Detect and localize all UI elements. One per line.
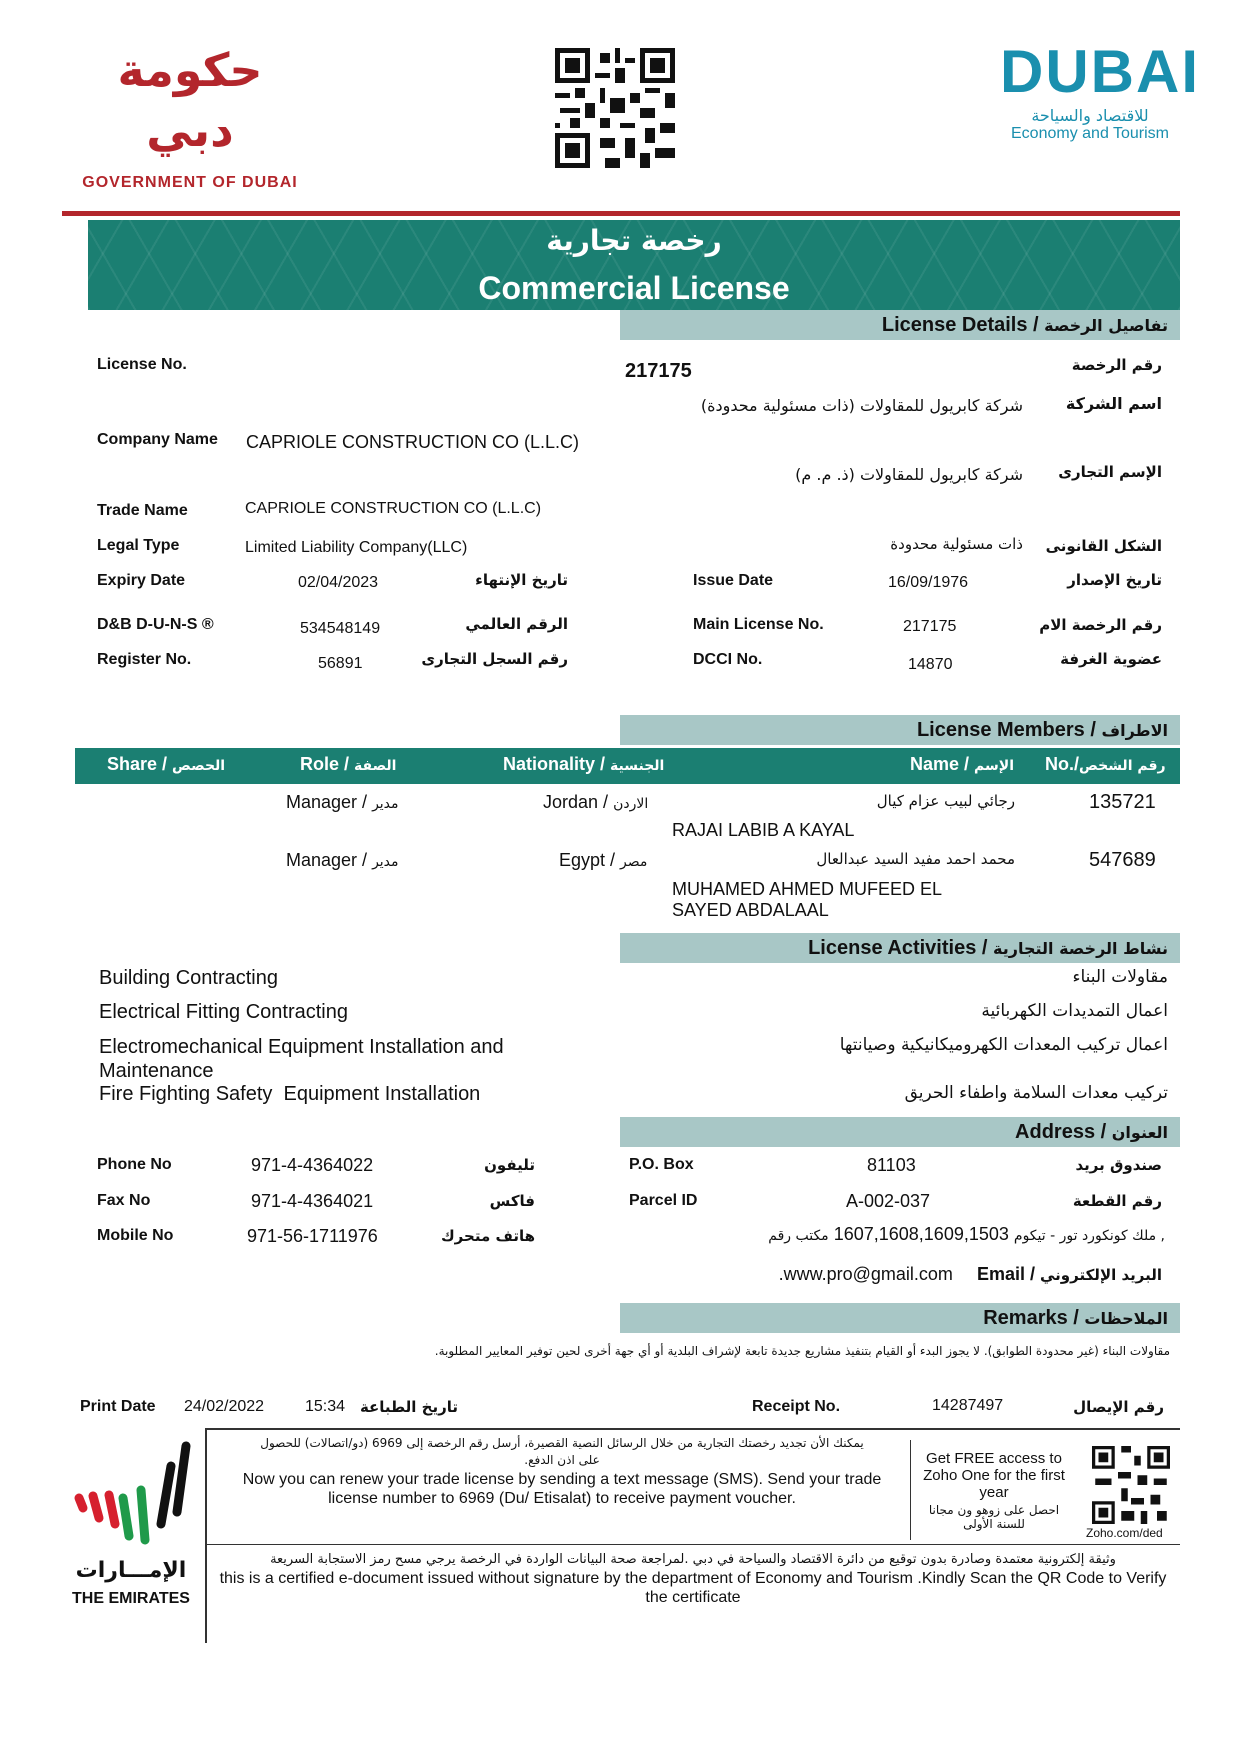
company-name-label: Company Name (97, 431, 218, 448)
certificate-notice-en: this is a certified e-document issued without signature by the department of Economy and Tourism .Kindly Scan the QR Code to Verify the certificate (219, 1570, 1167, 1606)
footer-vertical-divider (205, 1428, 207, 1643)
legal-type-value: Limited Liability Company(LLC) (245, 539, 468, 556)
sms-notice (216, 1436, 908, 1508)
duns-label: D&B D-U-N-S ® (97, 616, 214, 633)
member-no: 547689 (1089, 849, 1156, 871)
license-members-title-ar: الاطراف (1101, 721, 1168, 740)
register-no-label-ar: رقم السجل التجارى (421, 650, 568, 668)
license-activities-title: License Activities (808, 937, 977, 959)
parcel-value: A-002-037 (846, 1191, 931, 1211)
company-name-label-ar: اسم الشركة (1065, 394, 1162, 413)
member-nationality: Jordan / الاردن (543, 792, 649, 812)
duns-value: 534548149 (300, 620, 381, 637)
company-name-value: CAPRIOLE CONSTRUCTION CO (L.L.C) (246, 432, 580, 452)
col-name: Name / الإسم (910, 754, 1015, 774)
po-box-value: 81103 (867, 1155, 916, 1175)
economy-english: Economy and Tourism (1011, 125, 1169, 142)
dubai-economy-logo (1000, 38, 1200, 160)
print-time-value: 15:34 (305, 1398, 346, 1415)
member-name-ar: رجائي لبيب عزام كيال (876, 792, 1015, 810)
col-share: Share / الحصص (107, 754, 226, 774)
expiry-date-value: 02/04/2023 (298, 574, 379, 591)
trade-name-value: CAPRIOLE CONSTRUCTION CO (L.L.C) (245, 500, 542, 517)
zoho-url[interactable]: Zoho.com/ded (1086, 1526, 1163, 1540)
main-license-label-ar: رقم الرخصة الام (1039, 616, 1162, 634)
certificate-notice-ar: وثيقة إلكترونية معتمدة وصادرة بدون توقيع من دائرة الاقتصاد والسياحة في دبي .لمراجعة صحة البيانات الواردة في الرخصة يرجي مسح رمز الاستجابة السريعة (270, 1552, 1116, 1567)
activity-en: Electromechanical Equipment Installation and Maintenance (99, 1036, 504, 1082)
trade-name-label: Trade Name (97, 502, 188, 519)
member-no: 135721 (1089, 791, 1156, 813)
activity-en: Fire Fighting Safety Equipment Installation (99, 1083, 481, 1105)
sms-notice-ar-2: على اذن الدفع. (524, 1453, 600, 1467)
issue-date-label-ar: تاريخ الإصدار (1067, 571, 1162, 589)
trade-name-label-ar: الإسم التجارى (1058, 463, 1162, 481)
issue-date-value: 16/09/1976 (888, 574, 969, 591)
parcel-label: Parcel ID (629, 1192, 698, 1209)
remarks-title-ar: الملاحظات (1084, 1309, 1168, 1328)
print-date-value: 24/02/2022 (184, 1398, 265, 1415)
duns-label-ar: الرقم العالمي (465, 615, 568, 633)
member-role: Manager / مدير (286, 850, 399, 870)
title-banner (88, 220, 1180, 310)
address-header: Address / العنوان (620, 1117, 1180, 1147)
legal-type-label-ar: الشكل القانونى (1045, 537, 1162, 555)
gov-logo-english: GOVERNMENT OF DUBAI (82, 174, 298, 191)
fax-label: Fax No (97, 1192, 151, 1209)
license-activities-title-ar: نشاط الرخصة التجارية (993, 939, 1168, 958)
zoho-promo-en-2: Zoho One for the first year (923, 1467, 1065, 1501)
activity-en: Building Contracting (99, 967, 278, 989)
po-box-label: P.O. Box (629, 1156, 694, 1173)
title-arabic: رخصة تجارية (546, 224, 722, 257)
legal-type-label: Legal Type (97, 537, 180, 554)
gov-logo-arabic: حكومة دبي (117, 43, 263, 157)
member-name-en: MUHAMED AHMED MUFEED EL SAYED ABDALAAL (672, 879, 942, 920)
legal-type-ar: ذات مسئولية محدودة (890, 535, 1023, 553)
gov-logo (75, 40, 305, 191)
main-license-label: Main License No. (693, 616, 824, 633)
license-details-title: License Details (881, 314, 1028, 336)
zoho-promo (914, 1450, 1074, 1531)
activity-en: Electrical Fitting Contracting (99, 1001, 348, 1023)
license-activities-header: License Activities / نشاط الرخصة التجارية (620, 933, 1180, 963)
license-details-title-ar: تفاصيل الرخصة (1044, 316, 1168, 335)
phone-label: Phone No (97, 1156, 172, 1173)
phone-value: 971-4-4364022 (251, 1155, 374, 1175)
mobile-value: 971-56-1711976 (247, 1226, 378, 1246)
dcci-no-value: 14870 (908, 656, 953, 673)
table-row (75, 846, 1180, 926)
remarks-text: مقاولات البناء (غير محدودة الطوابق). لا يجوز البدء أو القيام بتنفيذ مشاريع جديدة تابعة لإشراف البلدية أو أي جهة أخرى لحين توفير المعايير المطلوبة. (434, 1344, 1170, 1358)
email-row (779, 1264, 1162, 1285)
sms-zoho-divider (910, 1440, 911, 1540)
qr-code-icon (555, 48, 675, 168)
sms-notice-ar-1: يمكنك الأن تجديد رخصتك التجارية من خلال الرسائل النصية القصيرة، أرسل رقم الرخصة إلى 6969 (دو/اتصالات) للحصول (260, 1436, 864, 1450)
license-members-header: License Members / الاطراف (620, 715, 1180, 745)
sms-notice-en: Now you can renew your trade license by sending a text message (SMS). Send your trade license number to 6969 (Du/ Etisalat) to receive payment voucher. (242, 1471, 882, 1507)
print-date-label-ar: تاريخ الطباعة (359, 1398, 458, 1416)
license-members-title: License Members (916, 719, 1085, 741)
expiry-date-label: Expiry Date (97, 572, 186, 589)
member-name-en: RAJAI LABIB A KAYAL (672, 820, 855, 840)
red-divider (62, 211, 1180, 216)
cert-divider (206, 1544, 1180, 1545)
members-table-header (75, 748, 1180, 784)
license-details-header: License Details / تفاصيل الرخصة (620, 310, 1180, 340)
phone-label-ar: تليفون (484, 1156, 535, 1174)
zoho-qr-code-icon[interactable] (1092, 1446, 1170, 1524)
receipt-no-value: 14287497 (932, 1397, 1004, 1414)
issue-date-label: Issue Date (693, 572, 774, 589)
address-title-ar: العنوان (1111, 1123, 1168, 1142)
mobile-label-ar: هاتف متحرك (440, 1227, 535, 1245)
email-label-ar: البريد الإلكتروني (1040, 1266, 1162, 1284)
office-address (768, 1224, 1165, 1245)
emirates-logo (66, 1440, 201, 1620)
dcci-no-label-ar: عضوية الغرفة (1060, 650, 1162, 668)
company-name-ar: شركة كابريول للمقاولات (ذات مسئولية محدودة) (700, 396, 1023, 415)
office-label-ar: مكتب رقم , (768, 1228, 1165, 1244)
expiry-date-label-ar: تاريخ الإنتهاء (475, 571, 568, 589)
activity-ar: تركيب معدات السلامة واطفاء الحريق (904, 1083, 1168, 1103)
col-no: No./رقم الشخص (1045, 754, 1166, 774)
dubai-logo-text: DUBAI (1000, 38, 1200, 105)
col-role: Role / الصفة (300, 754, 397, 774)
license-no-label: License No. (97, 356, 187, 373)
emirates-bars-icon (71, 1440, 191, 1555)
po-box-label-ar: صندوق بريد (1075, 1156, 1162, 1174)
print-date-label: Print Date (80, 1398, 156, 1415)
fax-label-ar: فاكس (489, 1192, 535, 1210)
office-building-ar: ملك كونكورد تور - تيكوم (1013, 1228, 1157, 1244)
activity-ar: اعمال التمديدات الكهربائية (981, 1001, 1168, 1021)
col-nationality: Nationality / الجنسية (503, 754, 665, 774)
office-numbers: 1607,1608,1609,1503 (833, 1224, 1009, 1244)
trade-name-ar: شركة كابريول للمقاولات (ذ. م. م) (795, 465, 1023, 484)
receipt-no-label: Receipt No. (752, 1398, 841, 1415)
remarks-title: Remarks (983, 1307, 1068, 1329)
activity-ar: اعمال تركيب المعدات الكهروميكانيكية وصيانتها (839, 1035, 1168, 1055)
address-title: Address (1015, 1121, 1096, 1143)
license-no-label-ar: رقم الرخصة (1071, 356, 1162, 374)
register-no-value: 56891 (318, 655, 363, 672)
member-nationality: Egypt / مصر (559, 850, 648, 870)
receipt-no-label-ar: رقم الإيصال (1073, 1398, 1164, 1416)
fax-value: 971-4-4364021 (251, 1191, 374, 1211)
footer-divider (206, 1428, 1180, 1430)
main-license-value: 217175 (903, 618, 957, 635)
title-english: Commercial License (478, 270, 790, 306)
register-no-label: Register No. (97, 651, 192, 668)
license-no-value: 217175 (625, 360, 692, 382)
email-label: Email / (976, 1264, 1035, 1284)
parcel-label-ar: رقم القطعة (1072, 1192, 1162, 1210)
member-role: Manager / مدير (286, 792, 399, 812)
mobile-label: Mobile No (97, 1227, 174, 1244)
zoho-promo-ar: احصل على زوهو ون مجانا للسنة الأولى (928, 1503, 1060, 1531)
member-name-ar: محمد احمد مفيد السيد عبدالعال (816, 850, 1015, 868)
table-row (75, 788, 1180, 843)
emirates-english: THE EMIRATES (72, 1590, 190, 1607)
zoho-promo-en-1: Get FREE access to (926, 1450, 1062, 1467)
remarks-header: Remarks / الملاحظات (620, 1303, 1180, 1333)
dcci-no-label: DCCI No. (693, 651, 763, 668)
email-value[interactable]: .www.pro@gmail.com (778, 1264, 953, 1284)
certificate-notice (212, 1552, 1174, 1607)
activity-ar: مقاولات البناء (1072, 967, 1168, 987)
emirates-arabic: الإمـــارات (75, 1558, 187, 1583)
economy-arabic: للاقتصاد والسياحة (1031, 106, 1149, 125)
